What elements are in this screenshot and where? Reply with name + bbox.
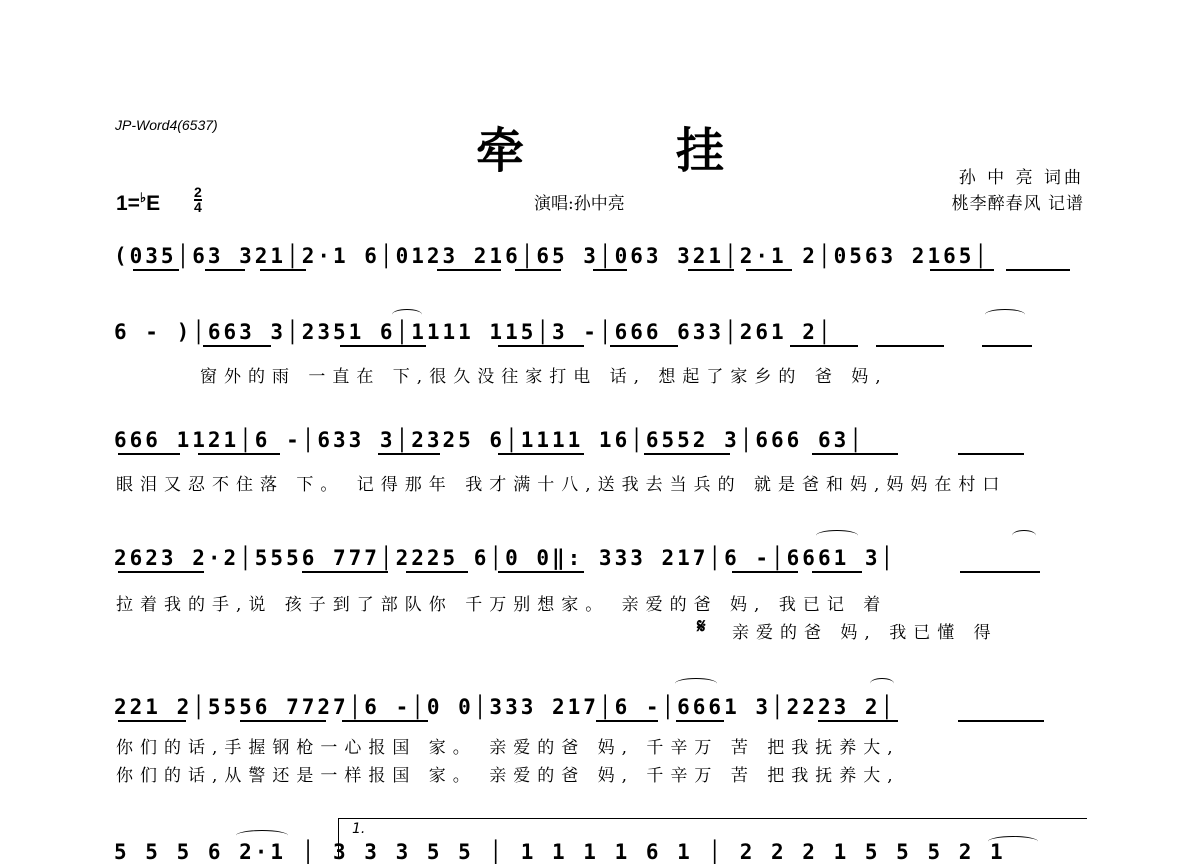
score-line-4-lyric-verse-1: 拉着我的手,说 孩子到了部队你 千万别想家。 亲爱的爸 妈, 我已记 着 xyxy=(116,595,888,615)
score-line-3-notes: 666 1121│6 -│633 3│2325 6│1111 16│6552 3│666 63│ xyxy=(114,428,865,452)
lyricist-credit: 孙 中 亮 词曲 xyxy=(958,168,1084,188)
slur xyxy=(985,309,1025,320)
beam xyxy=(982,345,1032,347)
score-line-1-notes: (035│63 321│2·1 6│0123 216│65 3│063 321│2·1 2│0563 2165│ xyxy=(114,244,991,268)
beam xyxy=(960,571,1040,573)
beam xyxy=(812,453,898,455)
beam xyxy=(958,453,1024,455)
beam xyxy=(118,571,204,573)
slur xyxy=(675,678,717,689)
beam xyxy=(437,269,501,271)
beam xyxy=(676,720,724,722)
beam xyxy=(133,269,179,271)
beam xyxy=(876,345,944,347)
beam xyxy=(260,269,306,271)
volta-number: 1. xyxy=(352,821,366,837)
beam xyxy=(302,571,388,573)
segno-sign: 𝄋 xyxy=(697,614,706,638)
beam xyxy=(746,269,792,271)
beam xyxy=(118,453,180,455)
beam xyxy=(198,453,280,455)
beam xyxy=(498,345,584,347)
slur xyxy=(392,309,422,320)
score-line-2-notes: 6 - )│663 3│2351 6│1111 115│3 -│666 633│261 2│ xyxy=(114,320,834,344)
score-line-2-lyric: 窗外的雨 一直在 下,很久没往家打电 话, 想起了家乡的 爸 妈, xyxy=(200,367,888,387)
transcriber-credit: 桃李醉春风 记谱 xyxy=(951,194,1084,214)
beam xyxy=(406,571,468,573)
beam xyxy=(732,571,798,573)
beam xyxy=(515,269,561,271)
score-line-3-lyric: 眼泪又忍不住落 下。 记得那年 我才满十八,送我去当兵的 就是爸和妈,妈妈在村口 xyxy=(116,475,1007,495)
beam xyxy=(498,453,584,455)
beam xyxy=(240,720,326,722)
key-signature: 1=♭E xyxy=(116,190,161,215)
beam xyxy=(205,269,245,271)
beam xyxy=(203,345,271,347)
time-signature xyxy=(194,186,202,214)
beam xyxy=(342,720,428,722)
software-label: JP-Word4(6537) xyxy=(115,117,218,133)
beam xyxy=(118,720,186,722)
time-signature-top: 2 xyxy=(194,184,202,200)
title-char-2: 挂 xyxy=(675,123,724,179)
beam xyxy=(610,345,678,347)
beam xyxy=(378,453,440,455)
beam xyxy=(818,720,898,722)
beam xyxy=(596,720,658,722)
title-char-1: 牵 xyxy=(475,123,524,179)
score-line-4-notes: 2623 2·2│5556 777│2225 6│0 0‖: 333 217│6 -│6661 3│ xyxy=(114,546,897,570)
slur xyxy=(816,530,858,541)
slur xyxy=(1012,530,1036,541)
beam xyxy=(790,345,858,347)
singer-credit: 演唱:孙中亮 xyxy=(534,194,625,214)
score-line-5-lyric-verse-2: 你们的话,从警还是一样报国 家。 亲爱的爸 妈, 千辛万 苦 把我抚养大, xyxy=(116,766,900,786)
score-line-5-notes: 221 2│5556 7727│6 -│0 0│333 217│6 -│6661 3│2223 2│ xyxy=(114,695,897,719)
score-line-6-notes: 5 5 5 6 2·1 │ 3 3 3 5 5 │ 1 1 1 1 6 1 │ 2 2 2 1 5 5 5 2 1 xyxy=(114,840,1006,864)
slur xyxy=(870,678,894,689)
beam xyxy=(812,571,862,573)
time-signature-bottom: 4 xyxy=(194,199,202,215)
beam xyxy=(688,269,734,271)
beam xyxy=(958,720,1044,722)
beam xyxy=(340,345,426,347)
beam xyxy=(1006,269,1070,271)
beam xyxy=(644,453,730,455)
beam xyxy=(498,571,584,573)
beam xyxy=(930,269,994,271)
beam xyxy=(593,269,627,271)
score-line-5-lyric-verse-1: 你们的话,手握钢枪一心报国 家。 亲爱的爸 妈, 千辛万 苦 把我抚养大, xyxy=(116,738,900,758)
score-line-4-lyric-verse-2: 亲爱的爸 妈, 我已懂 得 xyxy=(732,623,998,643)
